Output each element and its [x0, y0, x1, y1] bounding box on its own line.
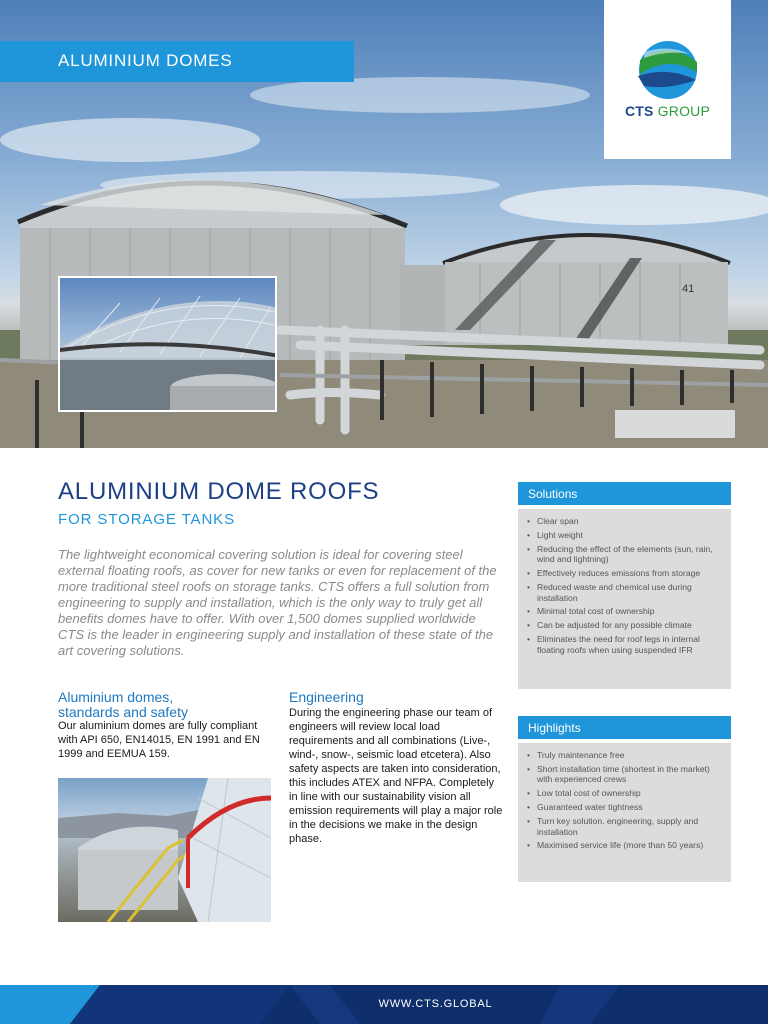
- highlights-heading: Highlights: [518, 716, 731, 739]
- category-banner: ALUMINIUM DOMES: [0, 41, 354, 82]
- page-title: ALUMINIUM DOME ROOFS: [58, 478, 380, 505]
- list-item: • Truly maintenance free: [527, 750, 723, 761]
- highlights-list: [527, 750, 723, 851]
- tank-number: 41: [682, 283, 695, 295]
- website-link[interactable]: WWW.CTS.GLOBAL: [378, 998, 493, 1010]
- list-item: • Short installation time (shortest in the market) with experienced crews: [527, 764, 723, 785]
- standards-heading-line1: Aluminium domes,: [58, 689, 174, 705]
- standards-heading: [58, 690, 268, 720]
- list-item: • Minimal total cost of ownership: [527, 606, 723, 617]
- logo-name: CTS: [624, 103, 654, 119]
- logo-suffix: GROUP: [657, 103, 711, 119]
- solutions-list: [527, 516, 723, 655]
- intro-paragraph: The lightweight economical covering solution is ideal for covering steel external floating roofs, as cover for new tanks or even for replacement of the more traditional steel roofs on storage tanks. CTS offers a full solution from engineering to supply and installation, which is the only way to truly get all benefits domes have to offer. With over 1,500 domes supplied worldwide CTS is the leader in engineering supply and installation of these state of the art covering solutions.: [58, 547, 497, 658]
- solutions-heading: Solutions: [518, 482, 731, 505]
- list-item: • Guaranteed water tightness: [527, 802, 723, 813]
- list-item: • Light weight: [527, 530, 723, 541]
- list-item: • Clear span: [527, 516, 723, 527]
- highlights-box: [518, 743, 731, 882]
- list-item: • Reducing the effect of the elements (sun, rain, wind and lightning): [527, 544, 723, 565]
- footer-bar: [0, 985, 768, 1024]
- globe-logo-icon: [604, 0, 731, 100]
- list-item: • Maximised service life (more than 50 years): [527, 840, 723, 851]
- logo-wordmark: [604, 103, 731, 119]
- dome-closeup-photo: [58, 276, 277, 412]
- list-item: • Eliminates the need for roof legs in internal floating roofs when using suspended IFR: [527, 634, 723, 655]
- engineering-text: During the engineering phase our team of engineers will review local load requirements and all combinations (Live-, wind-, snow-, seismic load etcetera). Also safety aspects are taken into consideration, this includes ATEX and NFPA. Completely in line with our sustainability vision all emission requirements will play a major role in the decisions we make in the design phase.: [289, 707, 503, 845]
- dome-walkway-illustration: [58, 778, 271, 922]
- solutions-box: [518, 509, 731, 689]
- dome-closeup-illustration: [60, 278, 277, 412]
- list-item: • Low total cost of ownership: [527, 788, 723, 799]
- company-logo[interactable]: [604, 0, 731, 159]
- list-item: • Can be adjusted for any possible climate: [527, 620, 723, 631]
- list-item: • Reduced waste and chemical use during installation: [527, 582, 723, 603]
- page-subtitle: FOR STORAGE TANKS: [58, 511, 235, 528]
- list-item: • Effectively reduces emissions from storage: [527, 568, 723, 579]
- standards-text: Our aluminium domes are fully compliant with API 650, EN14015, EN 1991 and EN 1999 and EEMUA 159.: [58, 720, 260, 760]
- dome-walkway-photo: [58, 778, 271, 922]
- standards-heading-line2: standards and safety: [58, 704, 188, 720]
- list-item: • Turn key solution. engineering, supply and installation: [527, 816, 723, 837]
- engineering-heading: Engineering: [289, 689, 364, 705]
